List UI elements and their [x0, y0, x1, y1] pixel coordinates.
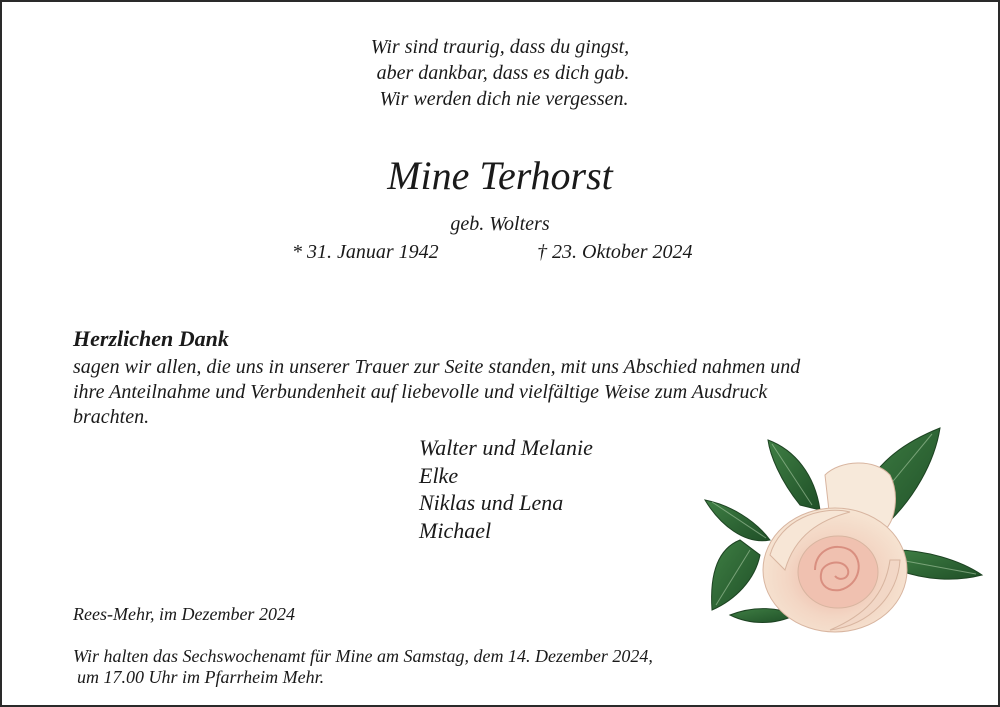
thanks-line: sagen wir allen, die uns in unserer Trauer zur Seite standen, mit uns Abschied nahmen und [73, 356, 801, 378]
poem-line: aber dankbar, dass es dich gab. [376, 62, 630, 84]
service-line: um 17.00 Uhr im Pfarrheim Mehr. [77, 667, 325, 687]
thanks-line: ihre Anteilnahme und Verbundenheit auf liebevolle und vielfältige Weise zum Ausdruck [73, 381, 768, 403]
signer: Michael [419, 517, 492, 543]
service-notice [73, 646, 653, 688]
service-line: Wir halten das Sechswochenamt für Mine am Samstag, dem 14. Dezember 2024, [73, 646, 653, 666]
death-date: † 23. Oktober 2024 [537, 241, 693, 263]
signer: Elke [419, 462, 459, 488]
signer: Niklas und Lena [419, 490, 564, 515]
memorial-poem [0, 34, 1000, 112]
thanks-heading: Herzlichen Dank [73, 326, 229, 351]
deceased-name: Mine Terhorst [387, 153, 613, 198]
signer: Walter und Melanie [419, 435, 593, 460]
birth-date: * 31. Januar 1942 [292, 241, 439, 263]
place-and-date: Rees-Mehr, im Dezember 2024 [73, 604, 295, 624]
thanks-line: brachten. [73, 406, 150, 428]
rose-icon [700, 420, 985, 645]
poem-line: Wir sind traurig, dass du gingst, [370, 36, 630, 58]
birth-name: geb. Wolters [450, 213, 550, 235]
rose-petals [763, 463, 907, 632]
thanks-text [73, 355, 923, 430]
signers-list [419, 434, 593, 544]
poem-line: Wir werden dich nie vergessen. [379, 88, 629, 110]
